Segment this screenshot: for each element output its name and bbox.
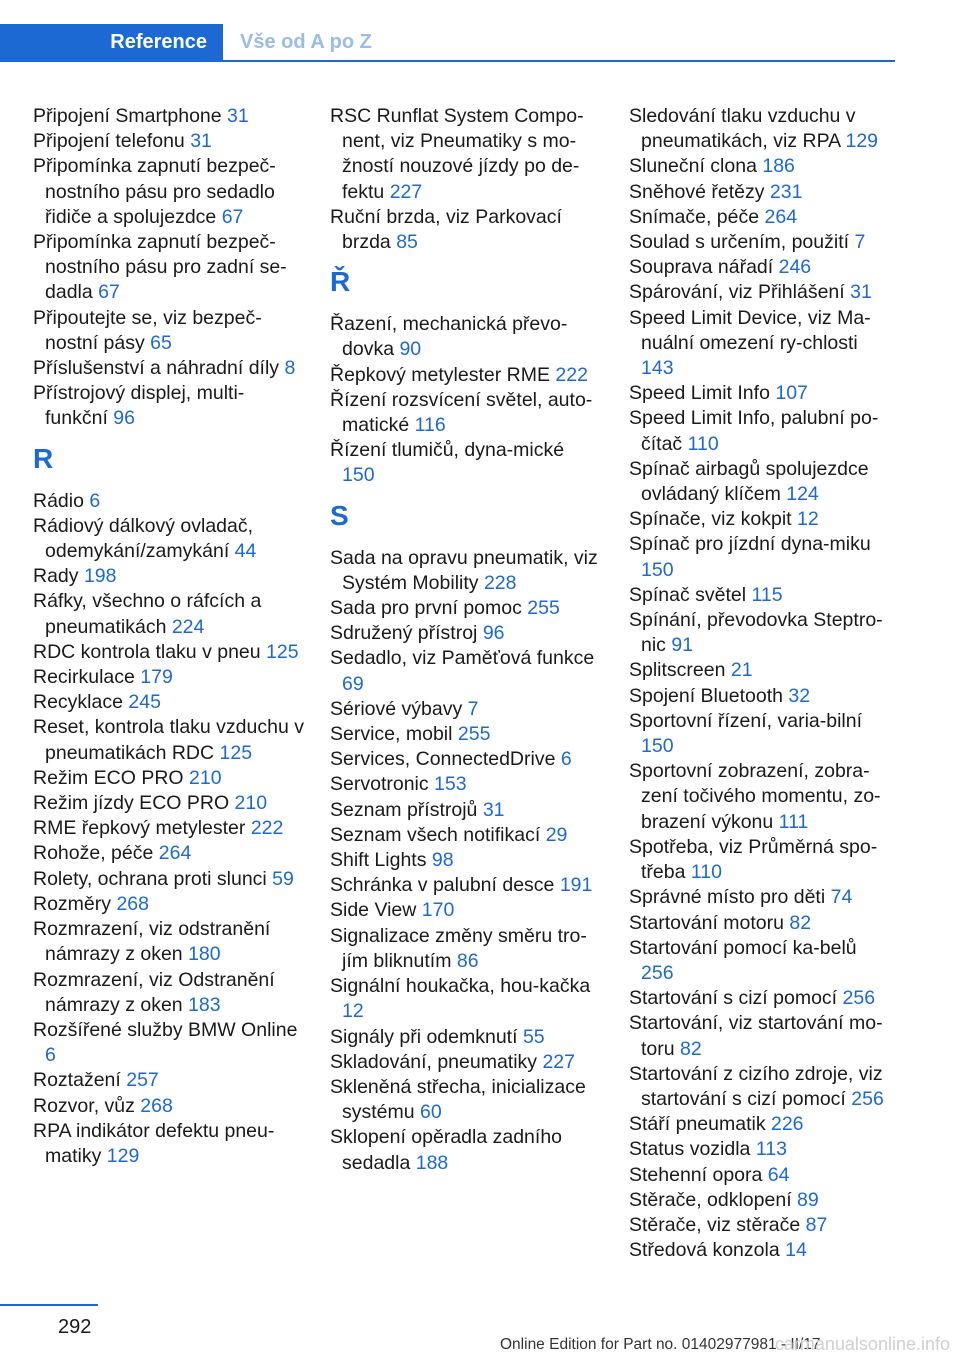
index-entry [330, 646, 602, 696]
index-entry [629, 280, 891, 305]
entry-text: Stehenní opora [629, 1163, 768, 1186]
footer-rule [0, 1304, 98, 1306]
entry-text: Recyklace [33, 691, 129, 714]
index-entry [330, 205, 602, 255]
page-link[interactable]: 228 [483, 571, 517, 594]
page-link[interactable]: 44 [234, 540, 257, 563]
entry-text: Režim ECO PRO [33, 766, 190, 789]
index-entry [330, 104, 602, 205]
page-link[interactable]: 12 [342, 1000, 364, 1023]
entry-text: Stěrače, odklopení [629, 1188, 798, 1211]
page-link[interactable]: 86 [456, 949, 479, 972]
index-entry [629, 885, 891, 910]
index-entry [629, 205, 891, 230]
page-link[interactable]: 6 [560, 748, 572, 771]
page-link[interactable]: 231 [769, 180, 803, 203]
entry-text: Startování s cizí pomocí [629, 987, 843, 1010]
entry-text: Service, mobil [330, 723, 458, 746]
index-column-3 [629, 104, 891, 1263]
index-entry [330, 974, 602, 1024]
entry-text: RDC kontrola tlaku v pneu [33, 640, 267, 663]
entry-text: Rozvor, vůz [33, 1094, 141, 1117]
section-letter: R [33, 442, 54, 474]
entry-text: Připomínka zapnutí bezpeč-nostního pásu pro zadní se-dadla [33, 231, 287, 304]
entry-text: Speed Limit Device, viz Ma-nuální omezení ry-chlosti [629, 306, 871, 354]
index-entry [33, 640, 305, 665]
entry-text: Skladování, pneumatiky [330, 1050, 543, 1073]
page-link[interactable]: 96 [113, 407, 135, 430]
index-entry [33, 306, 305, 356]
entry-text: Stěrače, viz stěrače [629, 1213, 806, 1236]
page-link[interactable]: 125 [266, 640, 299, 663]
index-entry [629, 532, 891, 582]
entry-text: Speed Limit Info [629, 382, 776, 405]
page-link[interactable]: 12 [797, 508, 819, 531]
page-link[interactable]: 268 [116, 892, 149, 915]
index-entry [629, 1137, 891, 1162]
page-link[interactable]: 55 [522, 1025, 545, 1048]
entry-text: Středová konzola [629, 1239, 786, 1262]
page-link[interactable]: 227 [542, 1050, 575, 1073]
index-entry [629, 709, 891, 759]
entry-text: Sportovní zobrazení, zobra-zení točivého momentu, zo-brazení výkonu [629, 760, 881, 833]
page-link[interactable]: 143 [641, 357, 674, 380]
index-entry [33, 892, 305, 917]
index-entry [330, 312, 602, 362]
page-link[interactable]: 183 [188, 993, 221, 1016]
page-link[interactable]: 64 [767, 1163, 790, 1186]
page-link[interactable]: 59 [272, 867, 294, 890]
index-entry [33, 968, 305, 1018]
index-entry [330, 1050, 602, 1075]
index-entry [33, 917, 305, 967]
index-entry [33, 1018, 305, 1068]
entry-text: Startování, viz startování mo-toru [629, 1012, 883, 1060]
page-link[interactable]: 96 [482, 622, 505, 645]
index-entry [330, 772, 602, 797]
page-link[interactable]: 256 [842, 987, 876, 1010]
page-link[interactable]: 246 [778, 256, 812, 279]
entry-text: Ráfky, všechno o ráfcích a pneumatikách [33, 590, 262, 638]
page-link[interactable]: 150 [342, 464, 375, 487]
page-link[interactable]: 29 [545, 823, 568, 846]
page-link[interactable]: 90 [399, 338, 422, 361]
index-entry [629, 936, 891, 986]
index-entry [33, 690, 305, 715]
section-letter: S [330, 499, 349, 531]
entry-text: Status vozidla [629, 1138, 756, 1161]
index-entry [33, 104, 305, 129]
index-entry [330, 747, 602, 772]
page-link[interactable]: 7 [467, 697, 479, 720]
index-entry [629, 1062, 891, 1112]
entry-text: Recirkulace [33, 666, 141, 689]
header-bar [0, 0, 960, 62]
index-entry [330, 388, 602, 438]
entry-text: Skleněná střecha, inicializace systému [330, 1075, 586, 1124]
index-entry [629, 1238, 891, 1263]
entry-text: Sériové výbavy [330, 697, 468, 720]
page-link[interactable]: 110 [687, 432, 719, 455]
index-column-2 [330, 104, 602, 1176]
index-entry [33, 867, 305, 892]
page-link[interactable]: 224 [171, 615, 205, 638]
index-entry [33, 1119, 305, 1169]
entry-text: RSC Runflat System Compo-nent, viz Pneumatiky s mo-žností nouzové jízdy po de-fektu [330, 105, 584, 203]
index-entry [629, 835, 891, 885]
page-link[interactable]: 226 [770, 1113, 804, 1136]
entry-text: Ruční brzda, viz Parkovací brzda [330, 205, 562, 254]
entry-text: Startování pomocí ka-belů [629, 936, 857, 959]
page-link[interactable]: 125 [219, 741, 253, 764]
page-link[interactable]: 191 [559, 874, 593, 897]
page-link[interactable]: 150 [641, 735, 674, 758]
index-entry [330, 898, 602, 923]
index-entry [33, 129, 305, 154]
page-link[interactable]: 255 [457, 723, 491, 746]
page-link[interactable]: 116 [414, 414, 446, 437]
entry-text: Připojení Smartphone [33, 105, 228, 127]
entry-text: Řazení, mechanická převo-dovka [330, 313, 568, 361]
entry-text: Připoutejte se, viz bezpeč-nostní pásy [33, 306, 262, 354]
page-link[interactable]: 111 [778, 810, 809, 833]
entry-text: Rádio [33, 489, 90, 512]
entry-text: Side View [330, 899, 422, 922]
page-link[interactable]: 170 [421, 899, 455, 922]
page-link[interactable]: 210 [189, 766, 222, 789]
page-link[interactable]: 69 [342, 672, 364, 695]
index-entry [629, 759, 891, 835]
page-link[interactable]: 87 [805, 1213, 828, 1236]
page-link[interactable]: 115 [751, 583, 783, 606]
tab-a-to-z[interactable]: Vše od A po Z [240, 30, 372, 53]
index-entry [629, 104, 891, 154]
index-entry [330, 1025, 602, 1050]
entry-text: Režim jízdy ECO PRO [33, 792, 235, 815]
entry-text: Soulad s určením, použití [629, 231, 855, 254]
index-entry [330, 546, 602, 596]
page-link[interactable]: 85 [396, 231, 418, 254]
page-link[interactable]: 31 [482, 798, 505, 821]
page-link[interactable]: 227 [389, 180, 423, 203]
page-link[interactable]: 89 [797, 1188, 819, 1211]
page-link[interactable]: 31 [850, 281, 872, 304]
index-entry [629, 608, 891, 658]
entry-text: Rohože, péče [33, 842, 159, 865]
index-entry [330, 798, 602, 823]
page-link[interactable]: 129 [106, 1144, 140, 1167]
page-link[interactable]: 256 [641, 961, 674, 984]
index-entry [629, 1188, 891, 1213]
index-entry [330, 873, 602, 898]
index-entry [330, 621, 602, 646]
page-link[interactable]: 179 [140, 666, 173, 689]
entry-text: Signalizace změny směru tro-jím bliknutím [330, 924, 587, 972]
page-link[interactable]: 98 [431, 849, 454, 872]
entry-text: Startování z cizího zdroje, viz startování s cizí pomocí [629, 1062, 883, 1110]
index-entry [629, 1213, 891, 1238]
page-link[interactable]: 110 [690, 861, 722, 884]
entry-text: Připojení telefonu [33, 130, 191, 153]
entry-text: Sada pro první pomoc [330, 597, 528, 620]
entry-text: Sportovní řízení, varia-bilní [629, 709, 863, 732]
entry-text: Speed Limit Info, palubní po-čítač [629, 407, 879, 455]
index-column-1 [33, 104, 305, 1169]
page-link[interactable]: 82 [789, 911, 812, 934]
index-entry [33, 514, 305, 564]
entry-text: Rozmrazení, viz odstranění námrazy z oken [33, 918, 271, 966]
index-entry [629, 230, 891, 255]
entry-text: Rolety, ochrana proti slunci [33, 867, 273, 890]
entry-text: Sluneční clona [629, 155, 763, 178]
entry-text: Spojení Bluetooth [629, 684, 789, 707]
page-link[interactable]: 129 [845, 130, 879, 153]
index-entry [629, 911, 891, 936]
index-entry [629, 1011, 891, 1061]
page-link[interactable]: 74 [830, 886, 853, 909]
page-link[interactable]: 14 [785, 1239, 807, 1262]
entry-text: Připomínka zapnutí bezpeč-nostního pásu pro sedadlo řidiče a spolujezdce [33, 155, 276, 228]
entry-text: Signální houkačka, hou-kačka [330, 975, 591, 998]
index-entry [33, 665, 305, 690]
index-entry [629, 583, 891, 608]
entry-text: Signály při odemknutí [330, 1025, 523, 1048]
index-entry [330, 823, 602, 848]
page-link[interactable]: 91 [671, 634, 694, 657]
entry-text: Rozmrazení, viz Odstranění námrazy z oken [33, 968, 275, 1016]
entry-text: Řízení rozsvícení světel, auto-matické [330, 388, 593, 437]
index-entry [33, 816, 305, 841]
entry-text: Snímače, péče [629, 205, 765, 228]
entry-text: Sedadlo, viz Paměťová funkce [330, 647, 595, 670]
page-link[interactable]: 210 [234, 792, 268, 815]
entry-text: Startování motoru [629, 911, 790, 934]
entry-text: Spínání, převodovka Steptro-nic [629, 609, 883, 657]
entry-text: Řízení tlumičů, dyna-mické [330, 439, 565, 462]
entry-text: Spínač pro jízdní dyna-miku [629, 533, 871, 556]
page-link[interactable]: 21 [730, 659, 753, 682]
page-link[interactable]: 153 [434, 773, 467, 796]
index-entry [33, 1068, 305, 1093]
index-entry [629, 1163, 891, 1188]
index-entry [629, 658, 891, 683]
page-link[interactable]: 32 [788, 684, 811, 707]
entry-text: Seznam všech notifikací [330, 823, 546, 846]
entry-text: Rady [33, 565, 84, 588]
header-rule [0, 60, 895, 62]
index-entry [330, 438, 602, 488]
entry-text: Rozšířené služby BMW Online [33, 1018, 298, 1041]
entry-text: Souprava nářadí [629, 256, 779, 279]
page-link[interactable]: 264 [158, 842, 192, 865]
page-link[interactable]: 264 [764, 205, 798, 228]
entry-text: Stáří pneumatik [629, 1113, 771, 1136]
entry-text: Sdružený přístroj [330, 622, 483, 645]
entry-text: Spárování, viz Přihlášení [629, 281, 851, 304]
index-entry [629, 255, 891, 280]
index-entry [629, 154, 891, 179]
edition-note: Online Edition for Part no. 01402977981 - II/17 [500, 1336, 821, 1353]
page-link[interactable]: 124 [786, 483, 819, 506]
page-link[interactable]: 257 [126, 1069, 159, 1092]
page-link[interactable]: 65 [150, 331, 172, 354]
entry-text: Reset, kontrola tlaku vzduchu v pneumatikách RDC [33, 716, 304, 764]
page-link[interactable]: 255 [527, 597, 560, 620]
index-entry [629, 457, 891, 507]
index-entry [33, 356, 305, 381]
page-link[interactable]: 67 [221, 205, 244, 228]
entry-text: Příslušenství a náhradní díly [33, 357, 285, 380]
page-link[interactable]: 268 [140, 1094, 173, 1117]
index-entry [33, 791, 305, 816]
index-entry [330, 924, 602, 974]
page-link[interactable]: 8 [284, 357, 296, 380]
index-entry [330, 848, 602, 873]
page-link[interactable]: 256 [851, 1087, 884, 1110]
page-link[interactable]: 188 [415, 1151, 449, 1174]
entry-text: Řepkový metylester RME [330, 363, 556, 386]
entry-text: Servotronic [330, 773, 435, 796]
page-link[interactable]: 6 [45, 1044, 56, 1067]
entry-text: Přístrojový displej, multi-funkční [33, 382, 245, 430]
index-entry [330, 1075, 602, 1125]
page-link[interactable]: 150 [641, 558, 674, 581]
page-link[interactable]: 222 [555, 363, 588, 386]
watermark: carmanualsonline.info [774, 1334, 950, 1354]
entry-text: Správné místo pro děti [629, 886, 831, 909]
index-entry [33, 564, 305, 589]
entry-text: Spínače, viz kokpit [629, 508, 797, 531]
entry-text: Sněhové řetězy [629, 180, 770, 203]
section-letter: Ř [330, 266, 351, 298]
index-entry [330, 697, 602, 722]
entry-text: Sada na opravu pneumatik, viz Systém Mobility [330, 546, 598, 594]
index-entry [33, 841, 305, 866]
index-entry [629, 507, 891, 532]
index-entry [330, 1125, 602, 1175]
index-entry [330, 363, 602, 388]
entry-text: Seznam přístrojů [330, 798, 483, 821]
index-entry [33, 1094, 305, 1119]
entry-text: Rádiový dálkový ovladač, odemykání/zamykání [33, 514, 254, 563]
entry-text: Spotřeba, viz Průměrná spo-třeba [629, 835, 878, 884]
index-entry [33, 589, 305, 639]
index-entry [33, 489, 305, 514]
index-entry [33, 230, 305, 306]
entry-text: Sledování tlaku vzduchu v pneumatikách, viz RPA [629, 105, 856, 153]
index-entry [629, 406, 891, 456]
index-entry [629, 684, 891, 709]
entry-text: Spínač airbagů spolujezdce ovládaný klíčem [629, 457, 869, 506]
entry-text: Sklopení opěradla zadního sedadla [330, 1126, 563, 1174]
entry-text: Schránka v palubní desce [330, 874, 560, 897]
index-entry [629, 180, 891, 205]
page-link[interactable]: 60 [420, 1101, 442, 1124]
page-link[interactable]: 7 [854, 231, 866, 254]
index-entry [629, 306, 891, 382]
index-entry [629, 381, 891, 406]
page-number: 292 [58, 1316, 92, 1338]
entry-text: Shift Lights [330, 849, 432, 872]
page-link[interactable]: 31 [190, 130, 212, 153]
page-link[interactable]: 67 [98, 281, 120, 304]
page-link[interactable]: 113 [755, 1138, 787, 1161]
entry-text: Rozměry [33, 892, 117, 915]
index-entry [33, 381, 305, 431]
index-entry [33, 154, 305, 230]
entry-text: Services, ConnectedDrive [330, 748, 561, 771]
tab-reference[interactable]: Reference [0, 24, 223, 60]
page-link[interactable]: 107 [775, 382, 808, 405]
page-link[interactable]: 31 [227, 105, 249, 127]
page-link[interactable]: 180 [188, 943, 221, 966]
entry-text: RPA indikátor defektu pneu-matiky [33, 1119, 275, 1167]
page-link[interactable]: 82 [680, 1037, 702, 1060]
index-entry [330, 596, 602, 621]
index-entry [629, 986, 891, 1011]
entry-text: Splitscreen [629, 659, 731, 682]
entry-text: RME řepkový metylester [33, 817, 251, 840]
page-link[interactable]: 186 [762, 155, 795, 178]
index-entry [33, 715, 305, 765]
entry-text: Spínač světel [629, 583, 752, 606]
page-link[interactable]: 198 [83, 565, 117, 588]
entry-text: Roztažení [33, 1069, 127, 1092]
page-link[interactable]: 6 [89, 489, 101, 512]
page-link[interactable]: 222 [250, 817, 284, 840]
index-entry [33, 766, 305, 791]
index-entry [629, 1112, 891, 1137]
index-entry [330, 722, 602, 747]
page-link[interactable]: 245 [128, 691, 161, 714]
